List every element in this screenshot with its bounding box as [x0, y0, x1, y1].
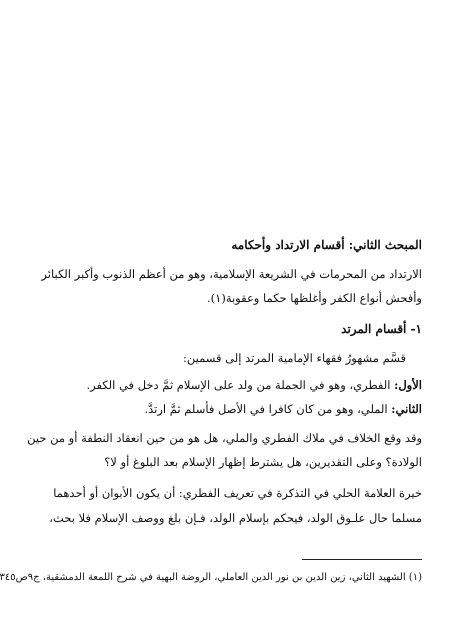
second-type-label: الثاني: — [391, 402, 422, 416]
first-type — [32, 377, 422, 393]
dispute-line-2: الولادة؟ وعلى التقديرين، هل يشترط إظهار الإسلام بعد البلوغ أو لا؟ — [104, 455, 422, 469]
dispute-line-1: وقد وقع الخلاف في ملاك الفطري والملي، هل هو من حين انعقاد النطفة أو من حين — [27, 431, 422, 445]
allama-line-2: مسلما حال علـوق الولد، فيحكم بإسلام الولد، فـإن بلغ ووصف الإسلام فلا بحث، — [49, 511, 422, 525]
intro-line-1: الارتداد من المحرمات في الشريعة الإسلامية، وهو من أعظم الذنوب وأكبر الكبائر — [41, 267, 422, 281]
first-type-text: الفطري، وهو في الجملة من ولد على الإسلام ثمَّ دخل في الكفر. — [86, 378, 395, 392]
allama-line-1: خيرة العلامة الحلي في التذكرة في تعريف الفطري: أن يكون الأبوان أو أحدهما — [53, 486, 422, 500]
second-type-text: الملي، وهو من كان كافرا في الأصل فأسلم ثمَّ ارتدَّ. — [144, 402, 392, 416]
footnote-divider — [302, 559, 422, 560]
subheading: ١- أقسام المرتد — [341, 322, 422, 336]
intro-line-2: وأفحش أنواع الكفر وأغلظها حكما وعقوبة(١). — [206, 291, 422, 305]
division-line: قسَّم مشهورُ فقهاء الإمامية المرتد إلى قسمين: — [182, 351, 406, 365]
section-title: المبحث الثاني: أقسام الارتداد وأحكامه — [231, 238, 422, 252]
second-type — [32, 401, 422, 417]
footnote: (١) الشهيد الثاني، زين الدين بن نور الدين العاملي، الروضة البهية في شرح اللمعة الدمشقية، ج٩ص٣٤٥ — [0, 572, 422, 583]
first-type-label: الأول: — [394, 378, 422, 392]
